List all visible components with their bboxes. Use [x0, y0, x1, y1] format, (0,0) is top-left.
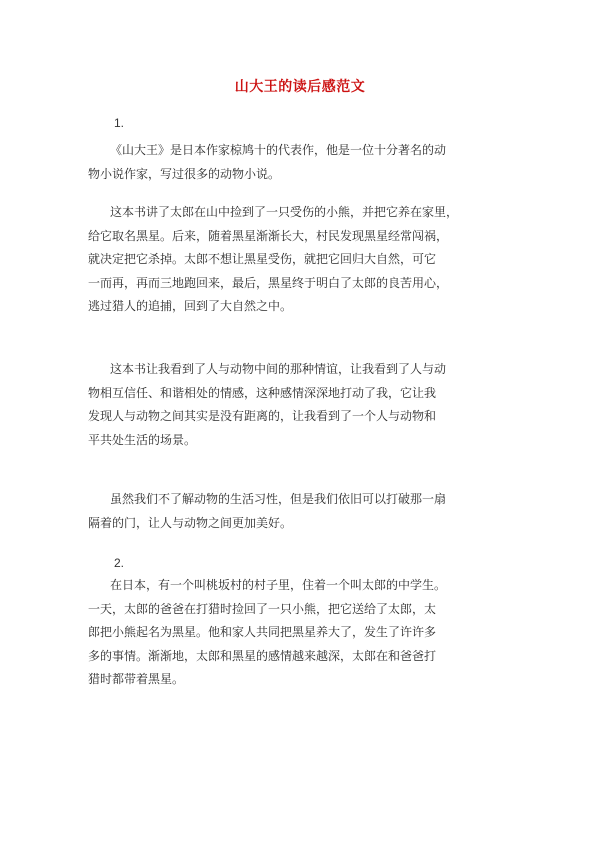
section-marker-1: 1.: [114, 116, 125, 130]
paragraph-line: 猎时都带着黑星。: [88, 672, 185, 686]
paragraph-line: 给它取名黑星。后来，随着黑星渐渐长大，村民发现黑星经常闯祸，: [88, 228, 449, 243]
document-title: 山大王的读后感范文: [234, 79, 366, 95]
paragraph-line: 这本书让我看到了人与动物中间的那种情谊，让我看到了人与动: [110, 362, 447, 376]
paragraph-line: 物小说作家，写过很多的动物小说。: [88, 166, 281, 181]
paragraph-line: 虽然我们不了解动物的生活习性，但是我们依旧可以打破那一扇: [110, 492, 447, 506]
paragraph-line: 发现人与动物之间其实是没有距离的，让我看到了一个人与动物和: [88, 409, 437, 423]
paragraph-line: 平共处生活的场景。: [88, 432, 197, 447]
paragraph-line: 在日本，有一个叫桃坂村的村子里，住着一个叫太郎的中学生。: [110, 578, 447, 592]
paragraph-second-essay: [88, 574, 522, 692]
paragraph-line: 物相互信任、和谐相处的情感，这种感情深深地打动了我，它让我: [88, 385, 437, 400]
paragraph-line: 《山大王》是日本作家椋鸠十的代表作，他是一位十分著名的动: [110, 143, 447, 157]
paragraph-story: [88, 201, 522, 319]
paragraph-conclusion: [88, 488, 522, 535]
paragraph-line: 隔着的门，让人与动物之间更加美好。: [88, 515, 293, 530]
paragraph-intro: [88, 139, 522, 186]
paragraph-line: 一天，太郎的爸爸在打猎时捡回了一只小熊，把它送给了太郎，太: [88, 601, 437, 616]
paragraph-reflection: [88, 358, 522, 452]
paragraph-line: 多的事情。渐渐地，太郎和黑星的感情越来越深，太郎在和爸爸打: [88, 648, 437, 663]
section-marker-2: 2.: [114, 556, 125, 570]
paragraph-line: 逃过猎人的追捕，回到了大自然之中。: [88, 299, 293, 313]
paragraph-line: 这本书讲了太郎在山中捡到了一只受伤的小熊，并把它养在家里，: [110, 205, 459, 219]
paragraph-line: 郎把小熊起名为黑星。他和家人共同把黑星养大了，发生了许许多: [88, 625, 437, 639]
paragraph-line: 就决定把它杀掉。太郎不想让黑星受伤，就把它回归大自然，可它: [88, 252, 437, 266]
paragraph-line: 一而再，再而三地跑回来，最后，黑星终于明白了太郎的良苦用心，: [88, 275, 449, 290]
